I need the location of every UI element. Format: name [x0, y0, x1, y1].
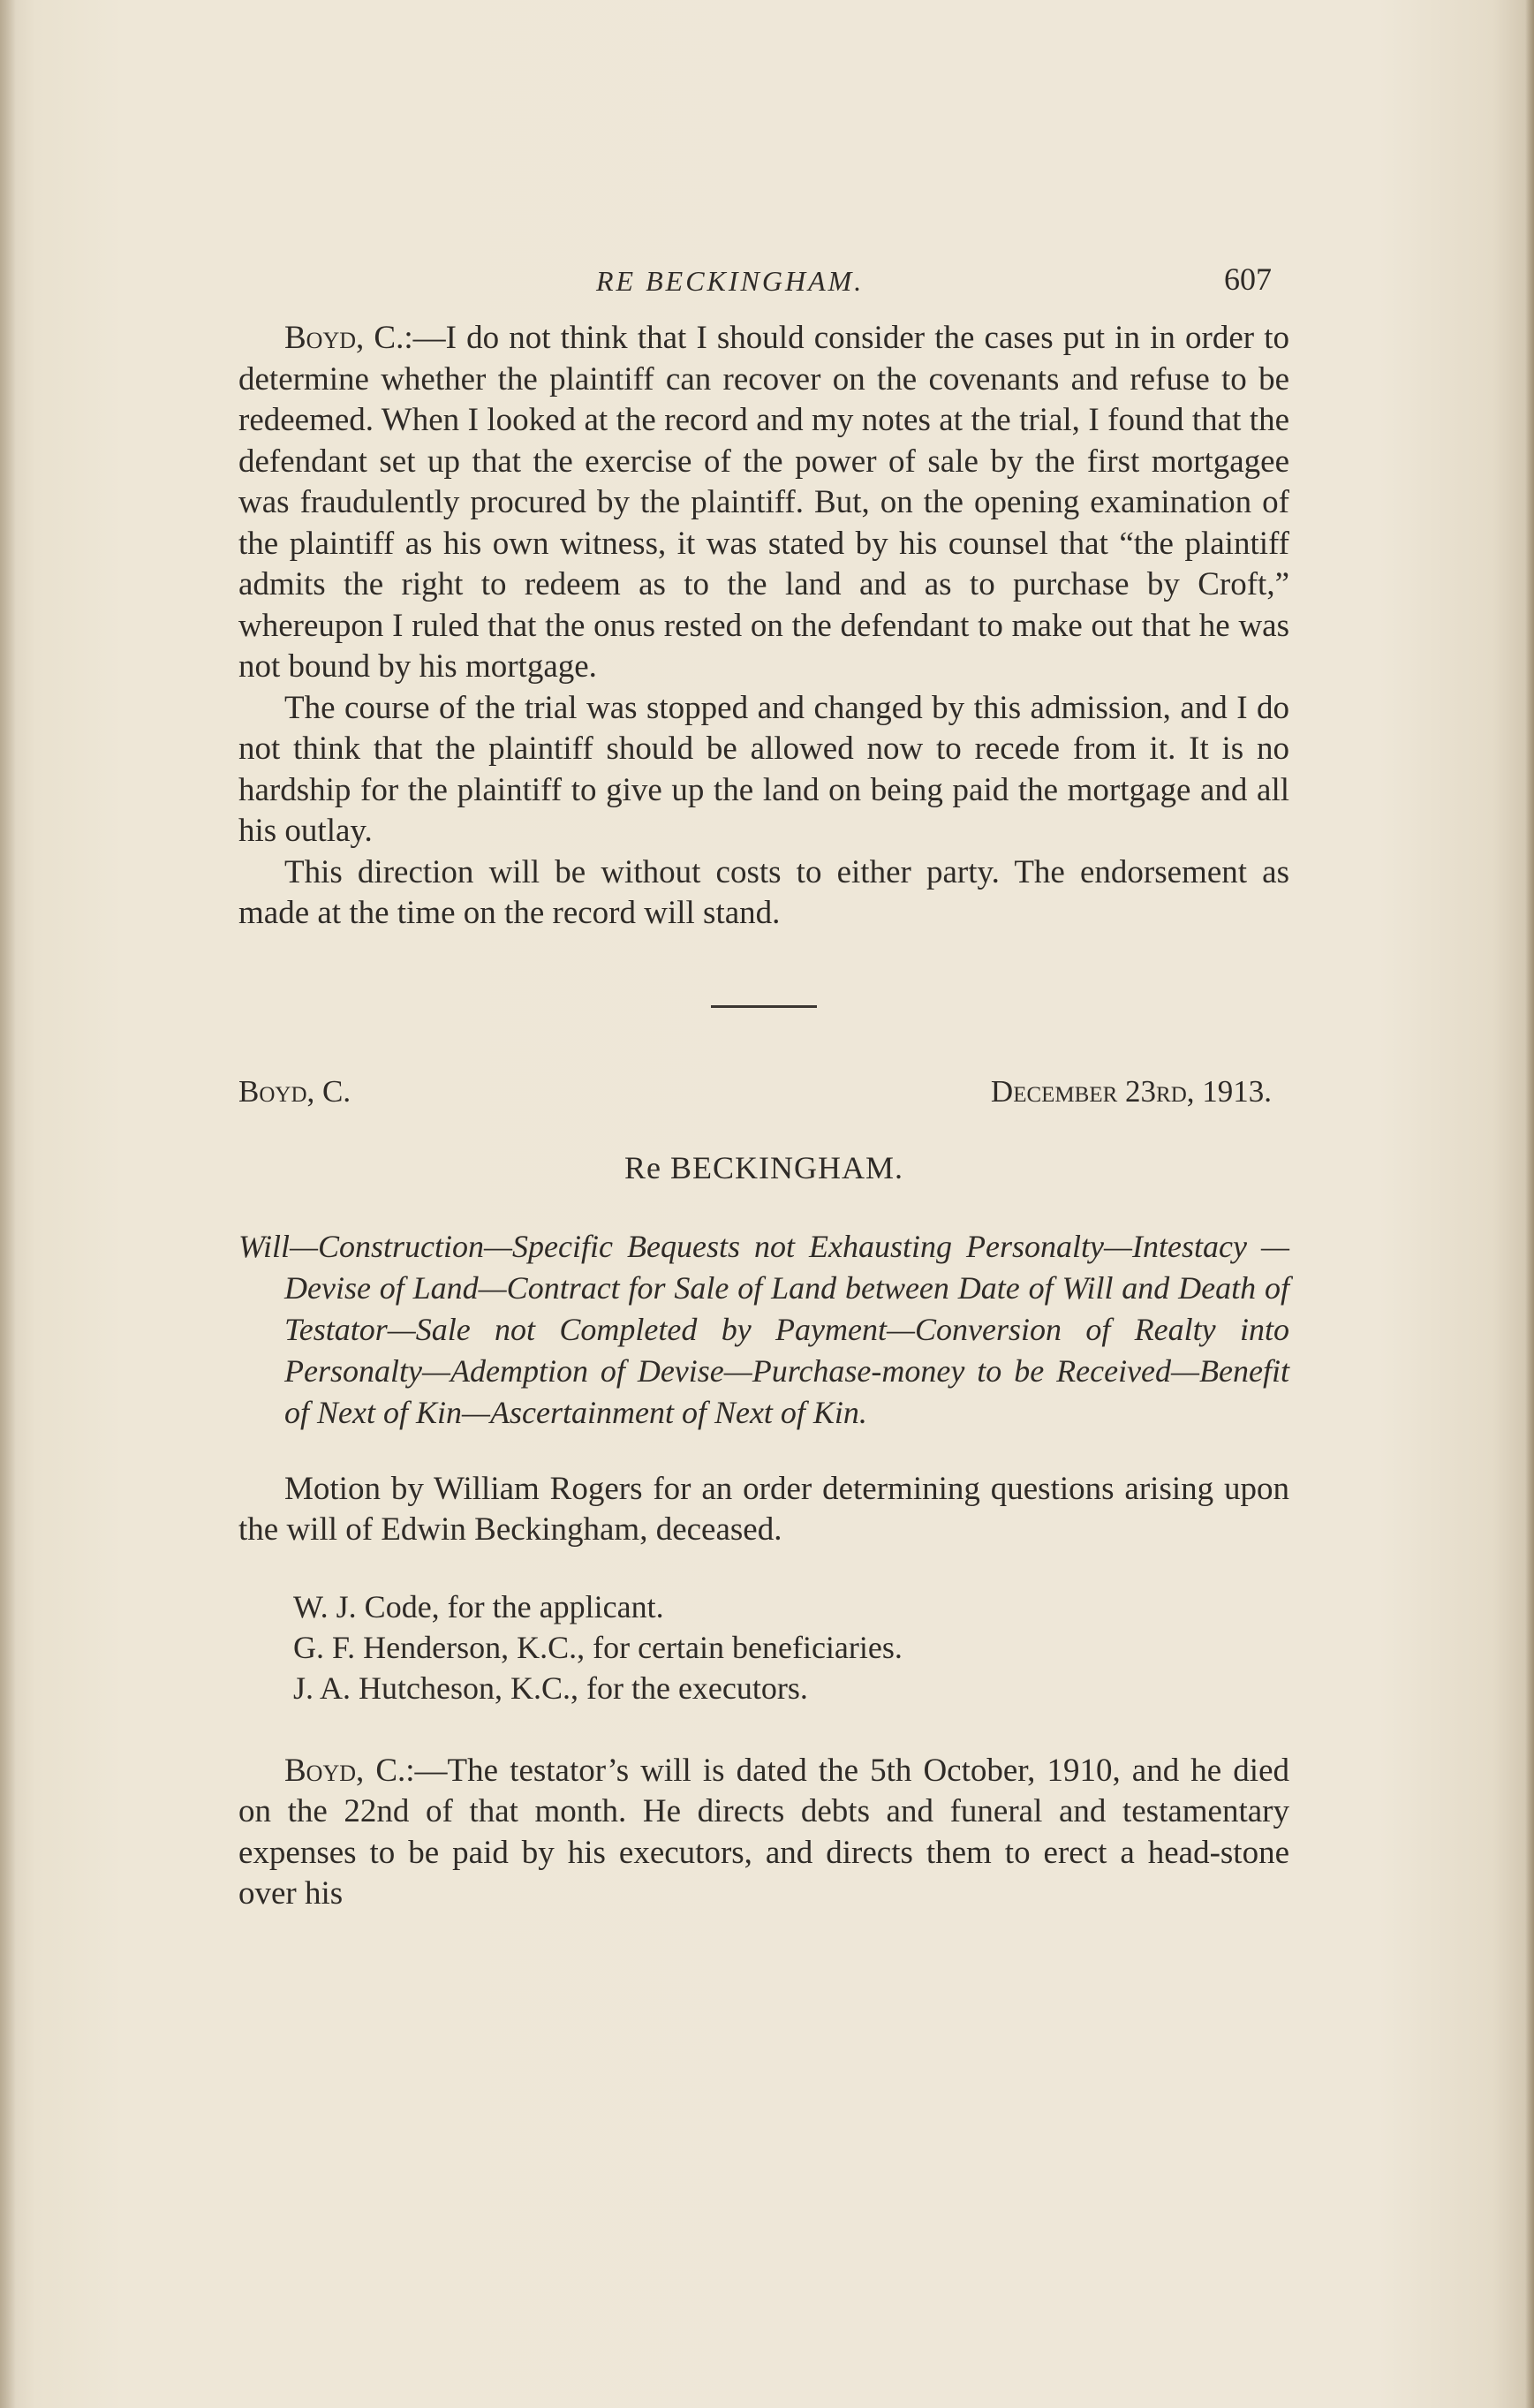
- headnote: Will—Construction—Specific Bequests not Exhausting Personalty—Intestacy — Devise of Land—Contract for Sale of Land between Date of Will and Death of Testator—Sale not Completed by Payment—Conversion of Realty into Personalty—Ademption of Devise—Purchase-money to be Received—Benefit of Next of Kin—Ascertainment of Next of Kin.: [238, 1228, 1289, 1430]
- running-head: [238, 256, 1289, 309]
- case-judge: Boyd, C.: [238, 1073, 351, 1109]
- judgment-paragraph: [238, 1751, 1289, 1915]
- motion-paragraph: Motion by William Rogers for an order determining questions arising upon the will of Edwin Beckingham, deceased.: [238, 1470, 1289, 1548]
- paragraph-3: This direction will be without costs to either party. The endorsement as made at the time on the record will stand.: [238, 853, 1289, 931]
- case-date: December 23rd, 1913.: [990, 1073, 1272, 1109]
- section-divider: [711, 1005, 817, 1008]
- counsel-list: [238, 1586, 1289, 1708]
- running-title: RE BECKINGHAM.: [596, 265, 865, 297]
- judgment-text: :—The testator’s will is dated the 5th October, 1910, and he died on the 22nd of that month. He directs debts and funeral and testamentary expenses to be paid by his executors, and directs them to erect a head-stone over his: [238, 1752, 1290, 1912]
- paragraph-1-text: :—I do not think that I should consider the cases put in in order to determine whether the plaintiff can recover on the covenants and refuse to be redeemed. When I looked at the record and my notes at the trial, I found that the defendant set up that the exercise of the power of sale by the first mortgagee was fraudulently procured by the plaintiff. But, on the opening examination of the plaintiff as his own witness, it was stated by his counsel that “the plaintiff admits the right to redeem as to the land and as to purchase by Croft,” whereupon I ruled that the onus rested on the defendant to make out that he was not bound by his mortgage.: [238, 320, 1290, 685]
- counsel-line: G. F. Henderson, K.C., for certain beneficiaries.: [293, 1629, 903, 1665]
- case-meta-line: [238, 1074, 1289, 1118]
- page-number: 607: [1224, 261, 1272, 297]
- counsel-line: J. A. Hutcheson, K.C., for the executors.: [293, 1670, 808, 1706]
- counsel-line: W. J. Code, for the applicant.: [293, 1588, 664, 1624]
- page-content: [238, 256, 1289, 1915]
- page-gutter-shadow: [0, 0, 16, 2408]
- page-edge-shadow: [1525, 0, 1534, 2408]
- paragraph-2: The course of the trial was stopped and changed by this admission, and I do not think that the plaintiff should be allowed now to recede from it. It is no hardship for the plaintiff to give up the land on being paid the mortgage and all his outlay.: [238, 689, 1289, 849]
- judgment-judge: Boyd, C.: [284, 1752, 406, 1789]
- paragraph-1: [238, 318, 1289, 688]
- case-title: Re BECKINGHAM.: [624, 1149, 903, 1185]
- judge-name: Boyd, C.: [284, 320, 404, 356]
